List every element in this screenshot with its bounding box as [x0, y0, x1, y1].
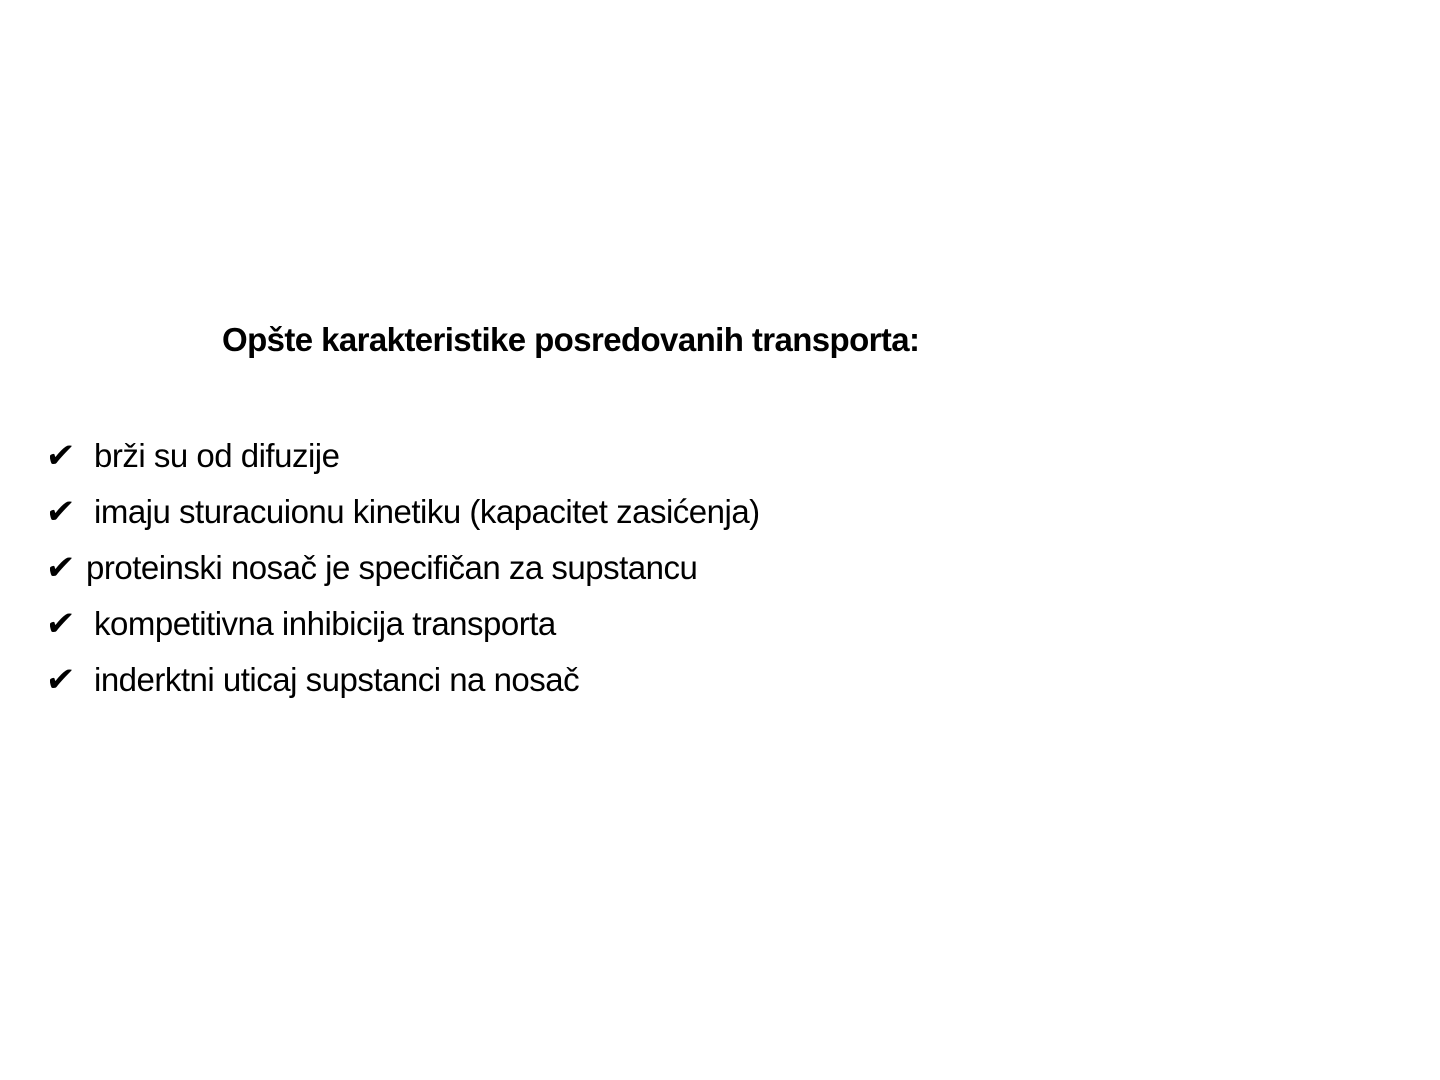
list-item — [46, 596, 760, 652]
bullet-list — [46, 428, 760, 708]
list-item — [46, 484, 760, 540]
checkmark-icon: ✔ — [44, 549, 76, 587]
list-item — [46, 652, 760, 708]
checkmark-icon: ✔ — [44, 661, 76, 699]
bullet-text: proteinski nosač je specifičan za supstancu — [86, 549, 698, 586]
list-item — [46, 428, 760, 484]
bullet-text: brži su od difuzije — [94, 437, 340, 474]
bullet-text: inderktni uticaj supstanci na nosač — [94, 661, 580, 698]
checkmark-icon: ✔ — [44, 437, 76, 475]
checkmark-icon: ✔ — [44, 493, 76, 531]
bullet-text: kompetitivna inhibicija transporta — [94, 605, 556, 642]
bullet-text: imaju sturacuionu kinetiku (kapacitet zasićenja) — [94, 493, 760, 530]
slide-title: Opšte karakteristike posredovanih transporta: — [222, 321, 920, 358]
list-item — [46, 540, 760, 596]
checkmark-icon: ✔ — [44, 605, 76, 643]
